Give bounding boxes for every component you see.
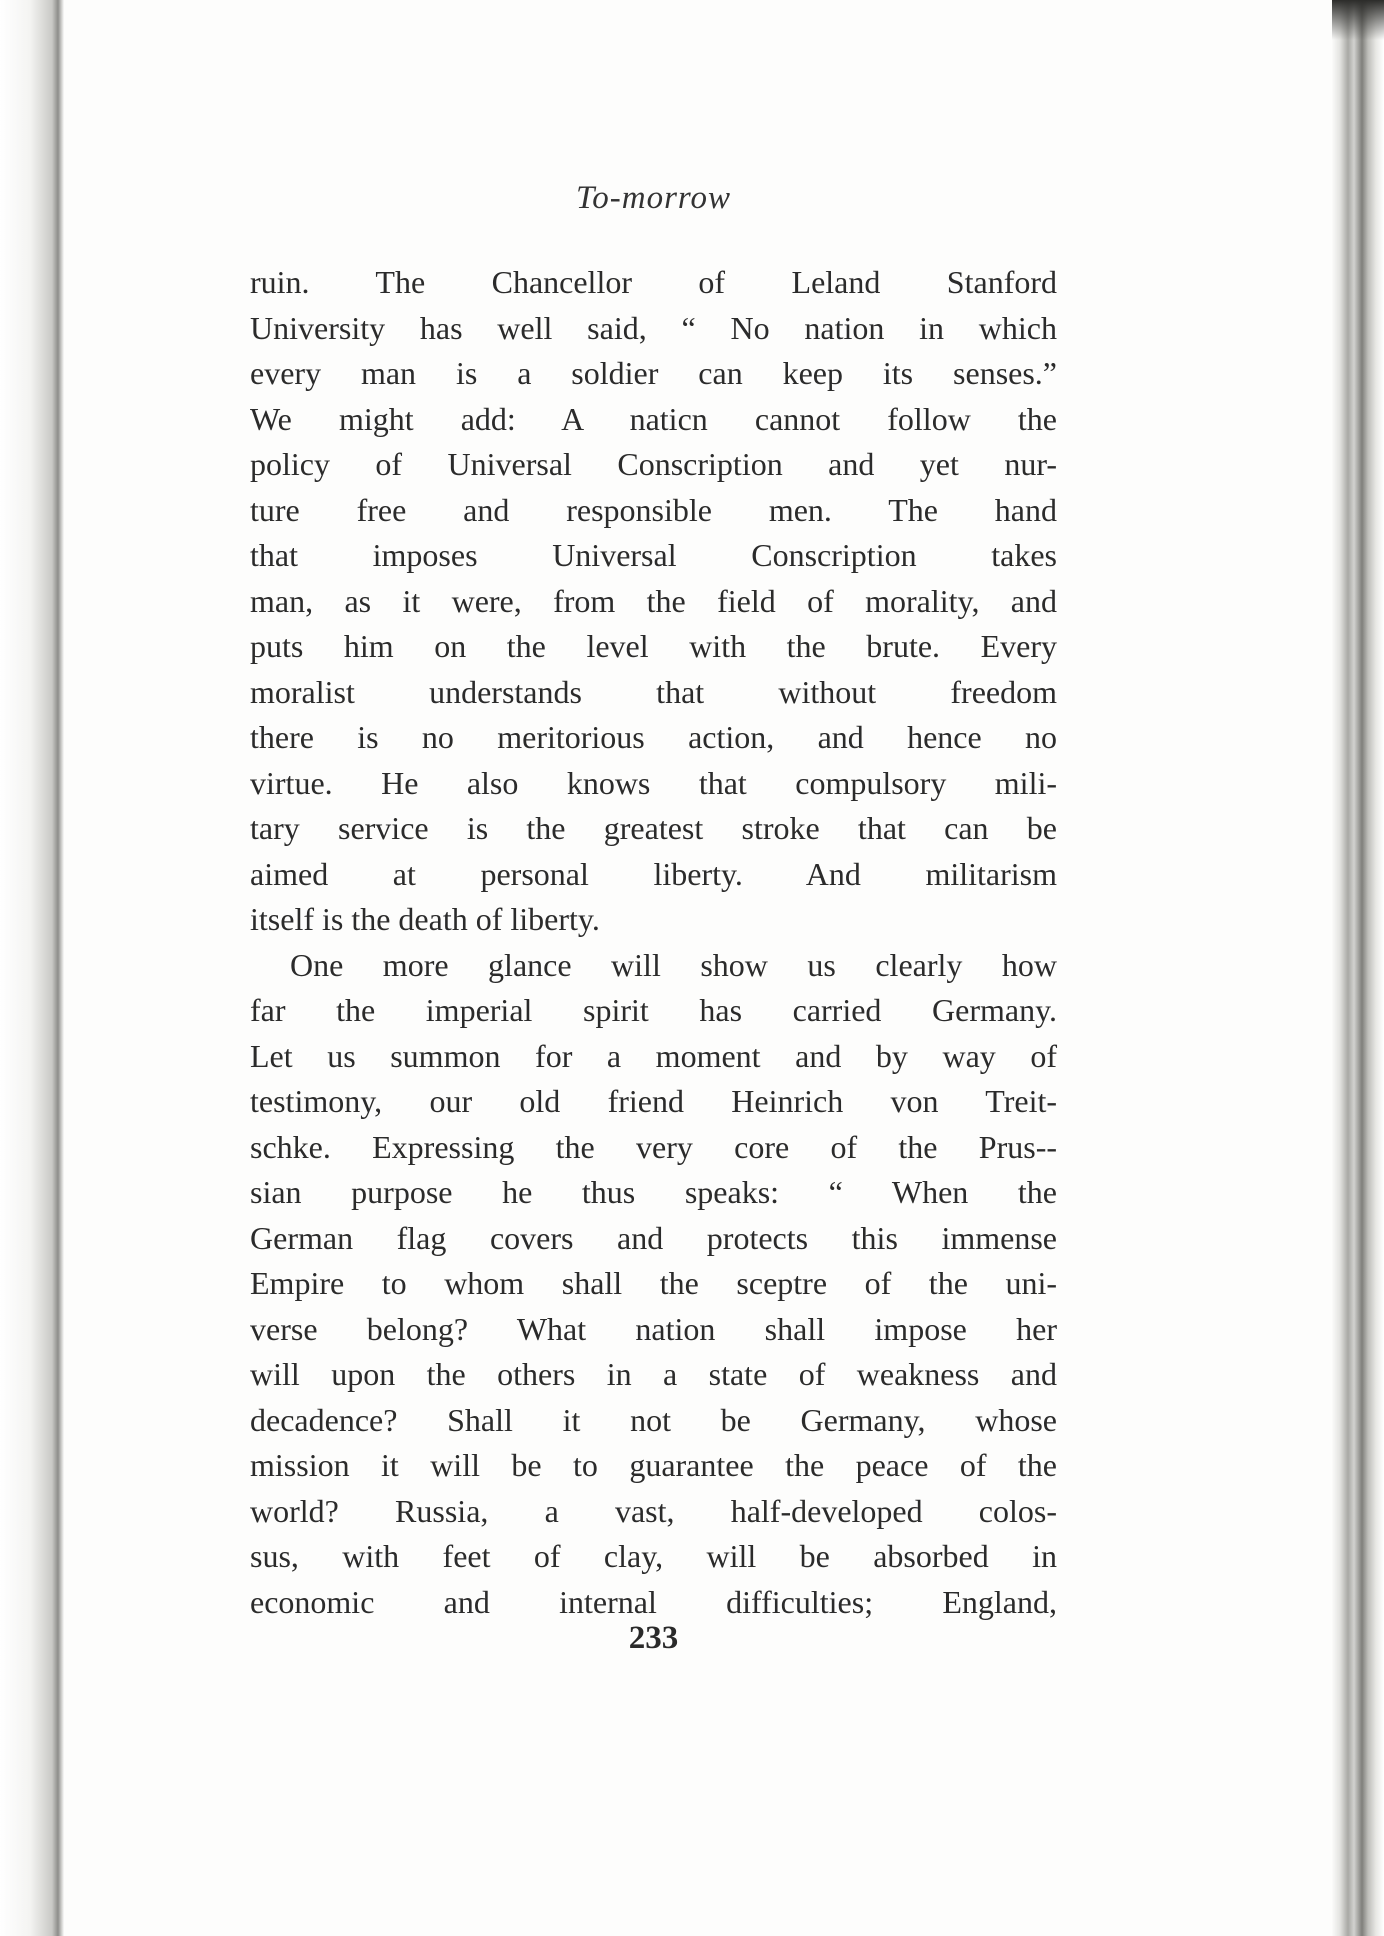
text-line: decadence? Shall it not be Germany, whose xyxy=(250,1401,1057,1438)
text-line: world? Russia, a vast, half-developed colos- xyxy=(250,1492,1057,1529)
text-line: will upon the others in a state of weakness and xyxy=(250,1356,1057,1392)
text-line: Empire to whom shall the sceptre of the uni- xyxy=(250,1265,1057,1301)
page-edge-shadow xyxy=(1332,0,1384,40)
text-line: economic and internal difficulties; England, xyxy=(250,1583,1057,1620)
text-line: there is no meritorious action, and hence no xyxy=(250,719,1057,755)
text-line: man, as it were, from the field of morality, and xyxy=(250,582,1057,619)
text-line: testimony, our old friend Heinrich von Treit- xyxy=(250,1083,1057,1119)
text-line: sian purpose he thus speaks: “ When the xyxy=(250,1174,1057,1210)
text-line: that imposes Universal Conscription takes xyxy=(250,537,1057,573)
body-text xyxy=(250,260,1057,1625)
page-number: 233 xyxy=(628,1620,679,1656)
text-line: mission it will be to guarantee the peace of the xyxy=(250,1447,1057,1483)
text-line: puts him on the level with the brute. Every xyxy=(250,628,1057,664)
text-line: aimed at personal liberty. And militarism xyxy=(250,855,1057,892)
running-head: To-morrow xyxy=(575,180,732,216)
paragraph-1 xyxy=(250,260,1057,943)
text-line: ruin. The Chancellor of Leland Stanford xyxy=(250,264,1057,300)
text-line: tary service is the greatest stroke that can be xyxy=(250,810,1057,846)
text-line: schke. Expressing the very core of the Prus-- xyxy=(250,1128,1057,1165)
text-line: German flag covers and protects this immense xyxy=(250,1219,1057,1256)
text-line: We might add: A naticn cannot follow the xyxy=(250,400,1057,437)
text-line: sus, with feet of clay, will be absorbed in xyxy=(250,1538,1057,1574)
text-line: policy of Universal Conscription and yet nur- xyxy=(250,446,1057,482)
text-line: verse belong? What nation shall impose her xyxy=(250,1310,1057,1347)
binding-gutter xyxy=(0,0,64,1936)
text-line: ture free and responsible men. The hand xyxy=(250,491,1057,528)
page-edge-stack xyxy=(1332,0,1384,1936)
text-line: far the imperial spirit has carried Germany. xyxy=(250,992,1057,1028)
text-line: One more glance will show us clearly how xyxy=(290,946,1057,983)
paragraph-2 xyxy=(250,943,1057,1626)
text-line: every man is a soldier can keep its senses.” xyxy=(250,355,1057,391)
text-line: University has well said, “ No nation in which xyxy=(250,309,1057,346)
text-line: Let us summon for a moment and by way of xyxy=(250,1037,1057,1074)
text-line: moralist understands that without freedom xyxy=(250,673,1057,710)
text-line: virtue. He also knows that compulsory mili- xyxy=(250,764,1057,801)
text-line: itself is the death of liberty. xyxy=(250,901,600,937)
